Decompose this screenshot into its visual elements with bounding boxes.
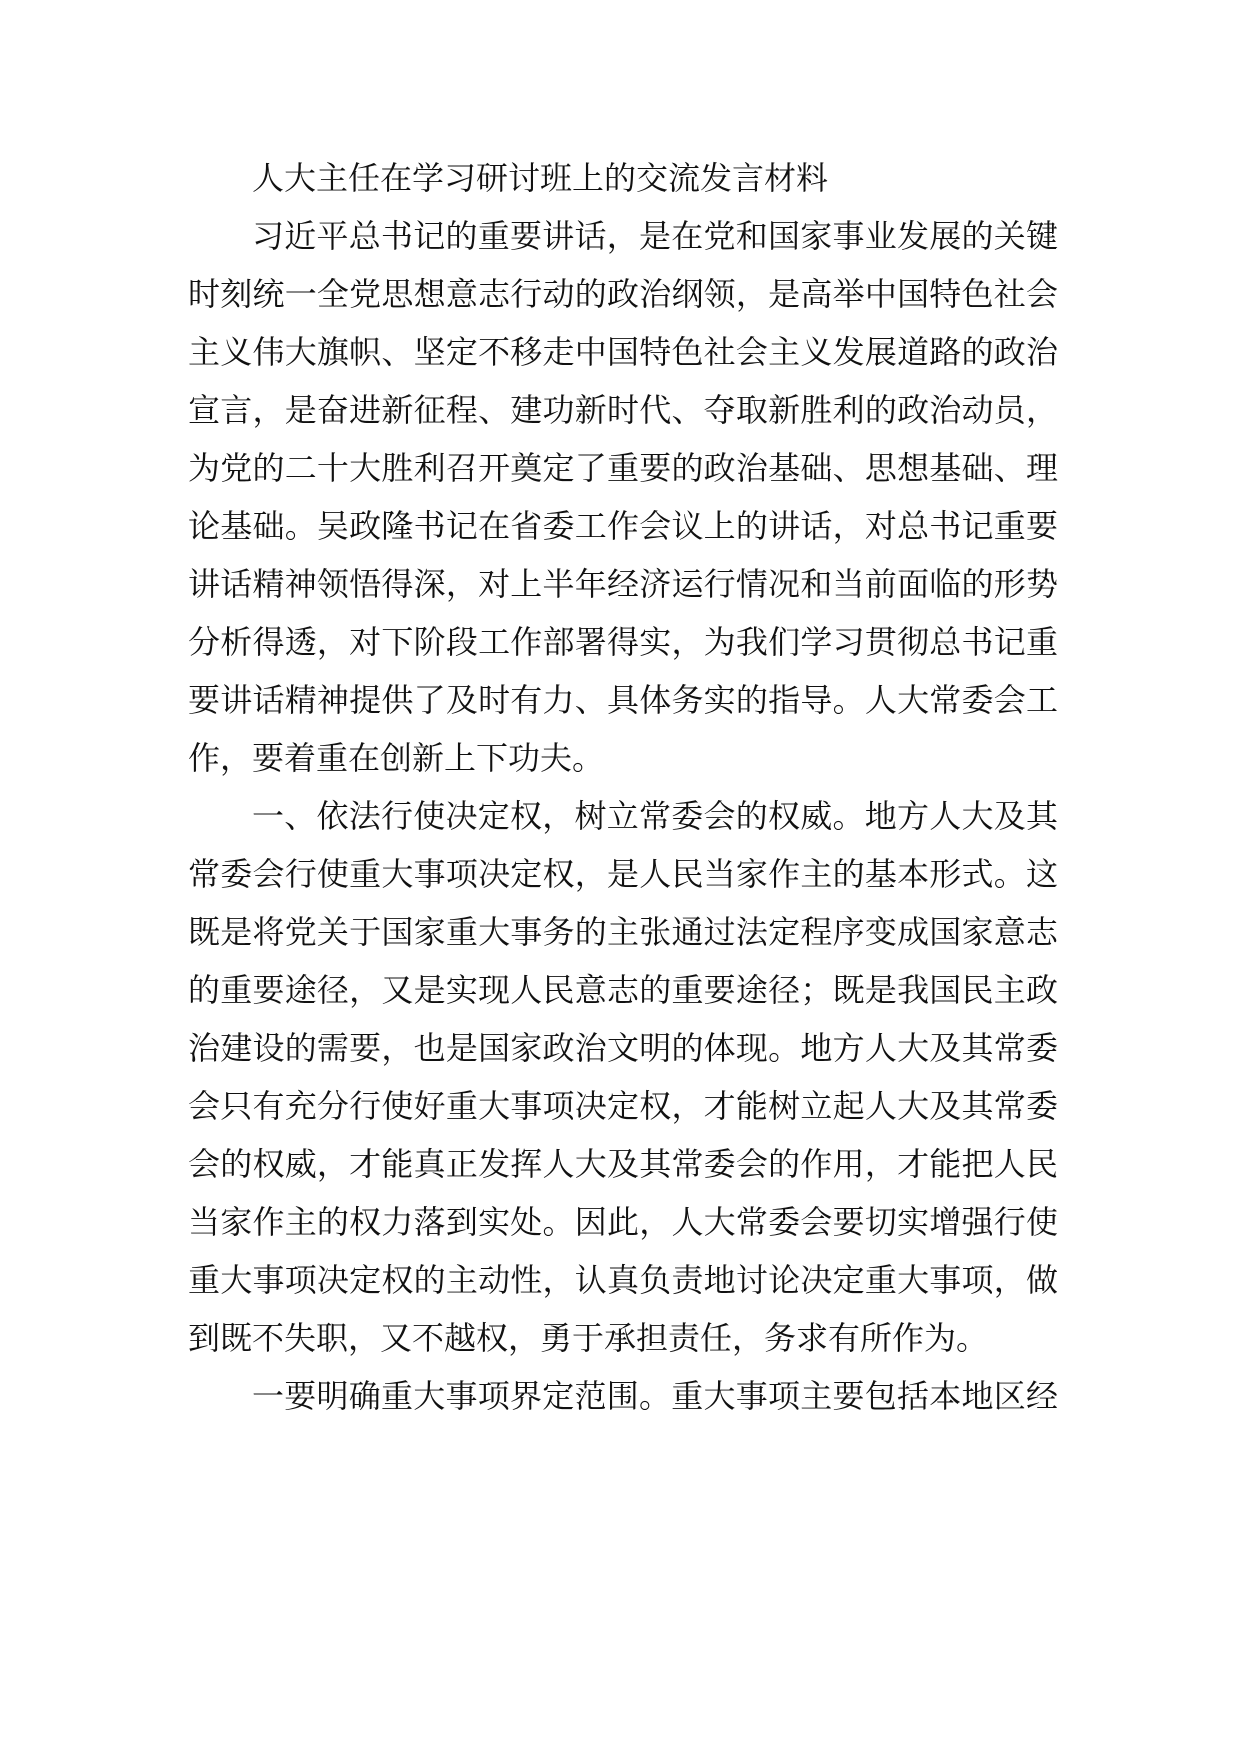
paragraph-line: 会只有充分行使好重大事项决定权，才能树立起人大及其常委 [188, 1087, 1058, 1125]
paragraph-line: 一要明确重大事项界定范围。重大事项主要包括本地区经 [252, 1377, 1058, 1415]
paragraph-line: 时刻统一全党思想意志行动的政治纲领，是高举中国特色社会 [188, 275, 1058, 313]
paragraph-line: 治建设的需要，也是国家政治文明的体现。地方人大及其常委 [188, 1029, 1058, 1067]
paragraph-line: 作，要着重在创新上下功夫。 [188, 739, 605, 777]
paragraph-line: 分析得透，对下阶段工作部署得实，为我们学习贯彻总书记重 [188, 623, 1058, 661]
paragraph-line: 讲话精神领悟得深，对上半年经济运行情况和当前面临的形势 [188, 565, 1058, 603]
document-title: 人大主任在学习研讨班上的交流发言材料 [252, 159, 829, 197]
paragraph-line: 宣言，是奋进新征程、建功新时代、夺取新胜利的政治动员， [188, 391, 1058, 429]
paragraph-line: 习近平总书记的重要讲话，是在党和国家事业发展的关键 [252, 217, 1058, 255]
section-heading-line: 一、依法行使决定权，树立常委会的权威。地方人大及其 [252, 797, 1058, 835]
paragraph-line: 当家作主的权力落到实处。因此，人大常委会要切实增强行使 [188, 1203, 1058, 1241]
paragraph-line: 的重要途径，又是实现人民意志的重要途径；既是我国民主政 [188, 971, 1058, 1009]
paragraph-line: 论基础。吴政隆书记在省委工作会议上的讲话，对总书记重要 [188, 507, 1058, 545]
paragraph-line: 会的权威，才能真正发挥人大及其常委会的作用，才能把人民 [188, 1145, 1058, 1183]
paragraph-line: 既是将党关于国家重大事务的主张通过法定程序变成国家意志 [188, 913, 1058, 951]
paragraph-line: 主义伟大旗帜、坚定不移走中国特色社会主义发展道路的政治 [188, 333, 1058, 371]
paragraph-line: 为党的二十大胜利召开奠定了重要的政治基础、思想基础、理 [188, 449, 1058, 487]
paragraph-line: 常委会行使重大事项决定权，是人民当家作主的基本形式。这 [188, 855, 1058, 893]
paragraph-line: 重大事项决定权的主动性，认真负责地讨论决定重大事项，做 [188, 1261, 1058, 1299]
paragraph-line: 要讲话精神提供了及时有力、具体务实的指导。人大常委会工 [188, 681, 1058, 719]
paragraph-line: 到既不失职，又不越权，勇于承担责任，务求有所作为。 [188, 1319, 989, 1357]
